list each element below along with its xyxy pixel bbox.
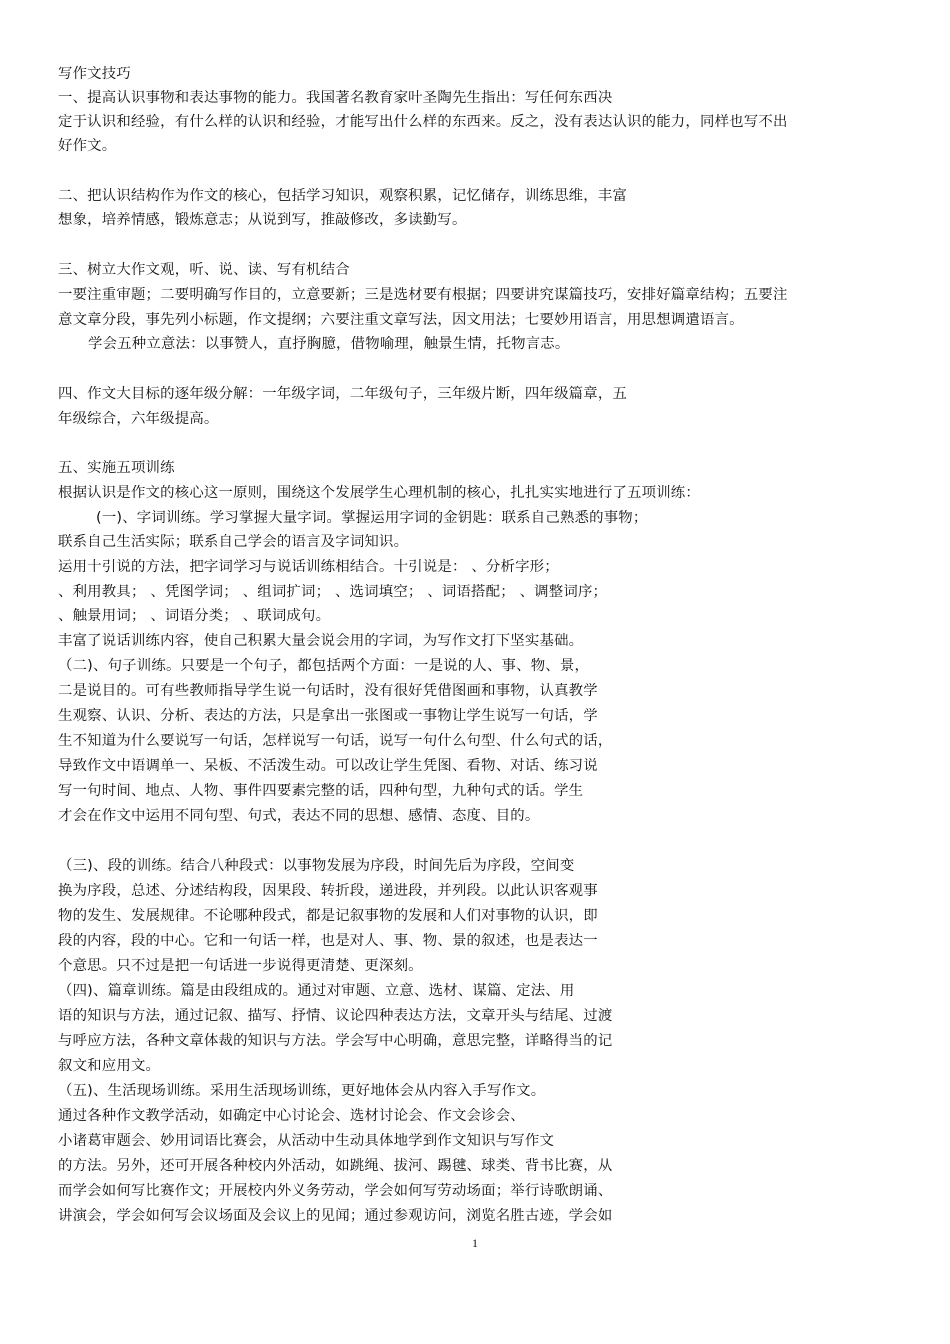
text-line: 通过各种作文教学活动，如确定中心讨论会、选材讨论会、作文会诊会、 [58,1108,525,1124]
text-line: 、触景用词； 、词语分类； 、联词成句。 [58,608,331,624]
text-line: 换为序段，总述、分述结构段，因果段、转折段，递进段，并列段。以此认识客观事 [58,883,598,899]
text-line: （二)、句子训练。只要是一个句子，都包括两个方面：一是说的人、事、物、景， [58,658,590,674]
text-line: 与呼应方法，各种文章体裁的知识与方法。学会写中心明确，意思完整，详略得当的记 [58,1033,613,1049]
text-line: 年级综合，六年级提高。 [58,411,219,427]
text-line: 丰富了说话训练内容，使自己积累大量会说会用的字词，为写作文打下坚实基础。 [58,633,584,649]
text-line: (一)、字词训练。学习掌握大量字词。掌握运用字词的金钥匙：联系自己熟悉的事物； [96,510,648,526]
text-line: 小诸葛审题会、妙用词语比赛会，从活动中生动具体地学到作文知识与写作文 [58,1133,555,1149]
text-line: 才会在作文中运用不同句型、句式，表达不同的思想、感情、态度、目的。 [58,808,540,824]
text-line: 二是说目的。可有些教师指导学生说一句话时，没有很好凭借图画和事物，认真教学 [58,683,598,699]
text-line: 个意思。只不过是把一句话进一步说得更清楚、更深刻。 [58,958,423,974]
text-line: 讲演会，学会如何写会议场面及会议上的见闻；通过参观访问，浏览名胜古迹，学会如 [58,1208,613,1224]
text-line: 一、提高认识事物和表达事物的能力。我国著名教育家叶圣陶先生指出：写任何东西决 [58,90,613,106]
text-line: 物的发生、发展规律。不论哪种段式，都是记叙事物的发展和人们对事物的认识，即 [58,908,598,924]
text-line: 而学会如何写比赛作文；开展校内外义务劳动，学会如何写劳动场面；举行诗歌朗诵、 [58,1183,613,1199]
text-line: 想象，培养情感，锻炼意志；从说到写，推敲修改，多读勤写。 [58,212,467,228]
text-line: 三、树立大作文观，听、说、读、写有机结合 [58,262,350,278]
text-line: 二、把认识结构作为作文的核心，包括学习知识，观察积累，记忆储存，训练思维，丰富 [58,188,628,204]
text-line: 学会五种立意法：以事赞人，直抒胸臆，借物喻理，触景生情，托物言志。 [88,336,570,352]
text-line: （四)、篇章训练。篇是由段组成的。通过对审题、立意、选材、谋篇、定法、用 [58,983,575,999]
text-line: 叙文和应用文。 [58,1058,161,1074]
text-line: （三)、段的训练。结合八种段式：以事物发展为序段，时间先后为序段，空间变 [58,858,575,874]
text-line: 意文章分段，事先列小标题，作文提纲；六要注重文章写法，因文用法；七要妙用语言，用思想调遣语言。 [58,312,744,328]
text-line: 生观察、认识、分析、表达的方法，只是拿出一张图或一事物让学生说写一句话，学 [58,708,598,724]
text-line: 段的内容，段的中心。它和一句话一样，也是对人、事、物、景的叙述，也是表达一 [58,933,598,949]
text-line: 写一句时间、地点、人物、事件四要素完整的话，四种句型，九种句式的话。学生 [58,783,584,799]
text-line: 根据认识是作文的核心这一原则，围绕这个发展学生心理机制的核心，扎扎实实地进行了五项训练： [58,485,700,501]
doc-title: 写作文技巧 [58,66,131,82]
text-line: 运用十引说的方法，把字词学习与说话训练相结合。十引说是： 、分析字形； [58,559,559,575]
text-line: 五、实施五项训练 [58,460,175,476]
page-number: 1 [472,1236,478,1250]
text-line: 语的知识与方法，通过记叙、描写、抒情、议论四种表达方法，文章开头与结尾、过渡 [58,1008,613,1024]
text-line: 、利用教具； 、凭图学词； 、组词扩词； 、选词填空； 、词语搭配； 、调整词序； [58,584,608,600]
text-line: 四、作文大目标的逐年级分解：一年级字词，二年级句子，三年级片断，四年级篇章，五 [58,386,628,402]
text-line: 好作文。 [58,138,117,154]
text-line: 导致作文中语调单一、呆板、不活泼生动。可以改让学生凭图、看物、对话、练习说 [58,758,598,774]
text-line: 联系自己生活实际；联系自己学会的语言及字词知识。 [58,534,409,550]
text-line: 的方法。另外，还可开展各种校内外活动，如跳绳、拔河、踢毽、球类、背书比赛，从 [58,1158,613,1174]
text-line: 生不知道为什么要说写一句话，怎样说写一句话，说写一句什么句型、什么句式的话， [58,733,613,749]
text-line: 一要注重审题；二要明确写作目的，立意要新；三是选材要有根据；四要讲究谋篇技巧，安排好篇章结构；五要注 [58,287,788,303]
text-line: （五)、生活现场训练。采用生活现场训练，更好地体会从内容入手写作文。 [58,1083,546,1099]
text-line: 定于认识和经验，有什么样的认识和经验，才能写出什么样的东西来。反之，没有表达认识的能力，同样也写不出 [58,114,788,130]
